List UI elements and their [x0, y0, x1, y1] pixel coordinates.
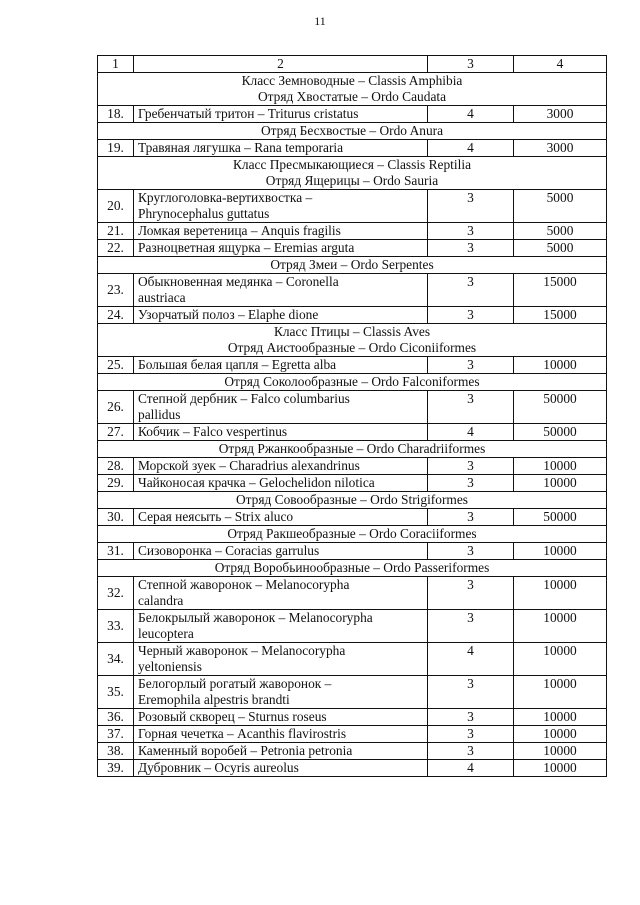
species-name	[134, 709, 428, 726]
group-heading-row	[98, 123, 607, 140]
species-number: 30.	[98, 509, 134, 526]
species-name	[134, 543, 428, 560]
species-name-line: Белогорлый рогатый жаворонок –	[138, 676, 332, 691]
species-name-line: Узорчатый полоз – Elaphe dione	[138, 307, 319, 322]
status-category: 3	[428, 709, 514, 726]
species-row	[98, 458, 607, 475]
species-table	[97, 55, 607, 777]
species-name-line: Сизоворонка – Coracias garrulus	[138, 543, 320, 558]
damage-value: 10000	[514, 577, 607, 610]
status-category: 4	[428, 643, 514, 676]
species-name	[134, 140, 428, 157]
status-category: 3	[428, 223, 514, 240]
species-name-line: yeltoniensis	[138, 659, 202, 674]
species-name-line: Круглоголовка-вертихвостка –	[138, 190, 313, 205]
status-category: 3	[428, 577, 514, 610]
species-row	[98, 391, 607, 424]
status-category: 3	[428, 726, 514, 743]
species-row	[98, 106, 607, 123]
species-name	[134, 190, 428, 223]
species-number: 35.	[98, 676, 134, 709]
species-number: 31.	[98, 543, 134, 560]
species-name	[134, 274, 428, 307]
header-cell-3: 3	[428, 56, 514, 73]
group-heading-row	[98, 374, 607, 391]
species-number: 27.	[98, 424, 134, 441]
table-body	[98, 56, 607, 777]
status-category: 4	[428, 140, 514, 157]
damage-value: 50000	[514, 424, 607, 441]
group-heading-line: Класс Птицы – Classis Aves	[273, 324, 431, 339]
damage-value: 10000	[514, 475, 607, 492]
species-row	[98, 577, 607, 610]
header-cell-2: 2	[134, 56, 428, 73]
damage-value: 10000	[514, 458, 607, 475]
group-heading	[98, 257, 607, 274]
damage-value: 10000	[514, 709, 607, 726]
species-number: 18.	[98, 106, 134, 123]
species-number: 36.	[98, 709, 134, 726]
species-row	[98, 726, 607, 743]
damage-value: 5000	[514, 240, 607, 257]
species-name-line: Eremophila alpestris brandti	[138, 692, 290, 707]
group-heading-line: Отряд Ржанкообразные – Ordo Charadriiformes	[218, 441, 486, 456]
status-category: 3	[428, 357, 514, 374]
damage-value: 50000	[514, 509, 607, 526]
group-heading-line: Отряд Воробьинообразные – Ordo Passeriformes	[214, 560, 490, 575]
group-heading	[98, 374, 607, 391]
group-heading-row	[98, 526, 607, 543]
damage-value: 10000	[514, 643, 607, 676]
species-name	[134, 223, 428, 240]
status-category: 3	[428, 391, 514, 424]
species-name	[134, 676, 428, 709]
group-heading-line: Отряд Хвостатые – Ordo Caudata	[257, 89, 447, 104]
group-heading-line: Отряд Ракшеобразные – Ordo Coraciiformes	[227, 526, 477, 541]
status-category: 3	[428, 307, 514, 324]
group-heading-line: Отряд Бесхвостые – Ordo Anura	[260, 123, 444, 138]
species-number: 37.	[98, 726, 134, 743]
species-row	[98, 140, 607, 157]
species-name-line: Степной жаворонок – Melanocorypha	[138, 577, 350, 592]
group-heading	[98, 324, 607, 357]
species-number: 34.	[98, 643, 134, 676]
species-number: 29.	[98, 475, 134, 492]
group-heading-row	[98, 73, 607, 106]
species-row	[98, 610, 607, 643]
species-name	[134, 391, 428, 424]
group-heading	[98, 123, 607, 140]
species-name	[134, 475, 428, 492]
species-name	[134, 610, 428, 643]
damage-value: 50000	[514, 391, 607, 424]
damage-value: 10000	[514, 676, 607, 709]
damage-value: 3000	[514, 140, 607, 157]
species-name-line: Травяная лягушка – Rana temporaria	[138, 140, 344, 155]
damage-value: 10000	[514, 743, 607, 760]
species-name	[134, 577, 428, 610]
damage-value: 10000	[514, 357, 607, 374]
species-name	[134, 509, 428, 526]
group-heading-row	[98, 324, 607, 357]
species-row	[98, 307, 607, 324]
species-name-line: Обыкновенная медянка – Coronella	[138, 274, 339, 289]
header-cell-4: 4	[514, 56, 607, 73]
status-category: 3	[428, 676, 514, 709]
status-category: 3	[428, 509, 514, 526]
group-heading	[98, 157, 607, 190]
species-row	[98, 760, 607, 777]
species-name-line: Степной дербник – Falco columbarius	[138, 391, 350, 406]
species-name	[134, 643, 428, 676]
species-name-line: pallidus	[138, 407, 181, 422]
species-number: 19.	[98, 140, 134, 157]
group-heading-line: Отряд Совообразные – Ordo Strigiformes	[235, 492, 468, 507]
species-name-line: Чайконосая крачка – Gelochelidon nilotica	[138, 475, 375, 490]
species-number: 25.	[98, 357, 134, 374]
species-row	[98, 509, 607, 526]
status-category: 3	[428, 240, 514, 257]
species-row	[98, 676, 607, 709]
species-name	[134, 106, 428, 123]
species-number: 28.	[98, 458, 134, 475]
group-heading	[98, 526, 607, 543]
group-heading-line: Класс Пресмыкающиеся – Classis Reptilia	[232, 157, 472, 172]
status-category: 3	[428, 458, 514, 475]
group-heading-row	[98, 441, 607, 458]
species-number: 23.	[98, 274, 134, 307]
group-heading	[98, 73, 607, 106]
group-heading-line: Отряд Аистообразные – Ordo Ciconiiformes	[227, 340, 477, 355]
species-row	[98, 357, 607, 374]
damage-value: 5000	[514, 223, 607, 240]
species-name-line: Белокрылый жаворонок – Melanocorypha	[138, 610, 373, 625]
species-name	[134, 240, 428, 257]
status-category: 4	[428, 760, 514, 777]
damage-value: 10000	[514, 760, 607, 777]
group-heading	[98, 560, 607, 577]
species-row	[98, 475, 607, 492]
damage-value: 15000	[514, 274, 607, 307]
group-heading-row	[98, 157, 607, 190]
species-row	[98, 240, 607, 257]
species-name	[134, 458, 428, 475]
damage-value: 3000	[514, 106, 607, 123]
damage-value: 5000	[514, 190, 607, 223]
species-number: 38.	[98, 743, 134, 760]
page-number: 11	[314, 14, 326, 28]
species-name-line: Большая белая цапля – Egretta alba	[138, 357, 337, 372]
damage-value: 15000	[514, 307, 607, 324]
species-row	[98, 274, 607, 307]
species-row	[98, 743, 607, 760]
status-category: 4	[428, 106, 514, 123]
status-category: 3	[428, 743, 514, 760]
species-number: 24.	[98, 307, 134, 324]
species-row	[98, 424, 607, 441]
species-name-line: Разноцветная ящурка – Eremias arguta	[138, 240, 355, 255]
species-name-line: Каменный воробей – Petronia petronia	[138, 743, 353, 758]
species-name	[134, 743, 428, 760]
group-heading-row	[98, 560, 607, 577]
species-name-line: Phrynocephalus guttatus	[138, 206, 270, 221]
status-category: 3	[428, 475, 514, 492]
species-name-line: Дубровник – Ocyris aureolus	[138, 760, 299, 775]
species-name	[134, 726, 428, 743]
status-category: 3	[428, 190, 514, 223]
species-name-line: Морской зуек – Charadrius alexandrinus	[138, 458, 360, 473]
species-name-line: Горная чечетка – Acanthis flavirostris	[138, 726, 347, 741]
group-heading-line: Отряд Ящерицы – Ordo Sauria	[265, 173, 439, 188]
damage-value: 10000	[514, 610, 607, 643]
species-row	[98, 223, 607, 240]
group-heading-row	[98, 257, 607, 274]
species-number: 21.	[98, 223, 134, 240]
species-name-line: austriaca	[138, 290, 186, 305]
status-category: 3	[428, 274, 514, 307]
header-cell-1: 1	[98, 56, 134, 73]
species-name-line: Черный жаворонок – Melanocorypha	[138, 643, 346, 658]
species-name-line: leucoptera	[138, 626, 194, 641]
status-category: 4	[428, 424, 514, 441]
damage-value: 10000	[514, 726, 607, 743]
species-name	[134, 424, 428, 441]
group-heading-line: Отряд Змеи – Ordo Serpentes	[270, 257, 434, 272]
species-name	[134, 760, 428, 777]
species-name-line: Ломкая веретеница – Anquis fragilis	[138, 223, 341, 238]
species-name-line: Гребенчатый тритон – Triturus cristatus	[138, 106, 359, 121]
status-category: 3	[428, 610, 514, 643]
header-row	[98, 56, 607, 73]
species-row	[98, 709, 607, 726]
group-heading	[98, 492, 607, 509]
species-name-line: Серая неясыть – Strix aluco	[138, 509, 294, 524]
status-category: 3	[428, 543, 514, 560]
damage-value: 10000	[514, 543, 607, 560]
species-name	[134, 357, 428, 374]
group-heading-row	[98, 492, 607, 509]
species-row	[98, 643, 607, 676]
group-heading-line: Класс Земноводные – Classis Amphibia	[241, 73, 463, 88]
species-number: 26.	[98, 391, 134, 424]
species-name-line: Кобчик – Falco vespertinus	[138, 424, 288, 439]
species-row	[98, 543, 607, 560]
group-heading-line: Отряд Соколообразные – Ordo Falconiformes	[224, 374, 480, 389]
species-name-line: Розовый скворец – Sturnus roseus	[138, 709, 327, 724]
species-row	[98, 190, 607, 223]
species-name	[134, 307, 428, 324]
species-number: 20.	[98, 190, 134, 223]
species-number: 22.	[98, 240, 134, 257]
species-name-line: calandra	[138, 593, 184, 608]
species-number: 39.	[98, 760, 134, 777]
group-heading	[98, 441, 607, 458]
species-number: 33.	[98, 610, 134, 643]
species-number: 32.	[98, 577, 134, 610]
